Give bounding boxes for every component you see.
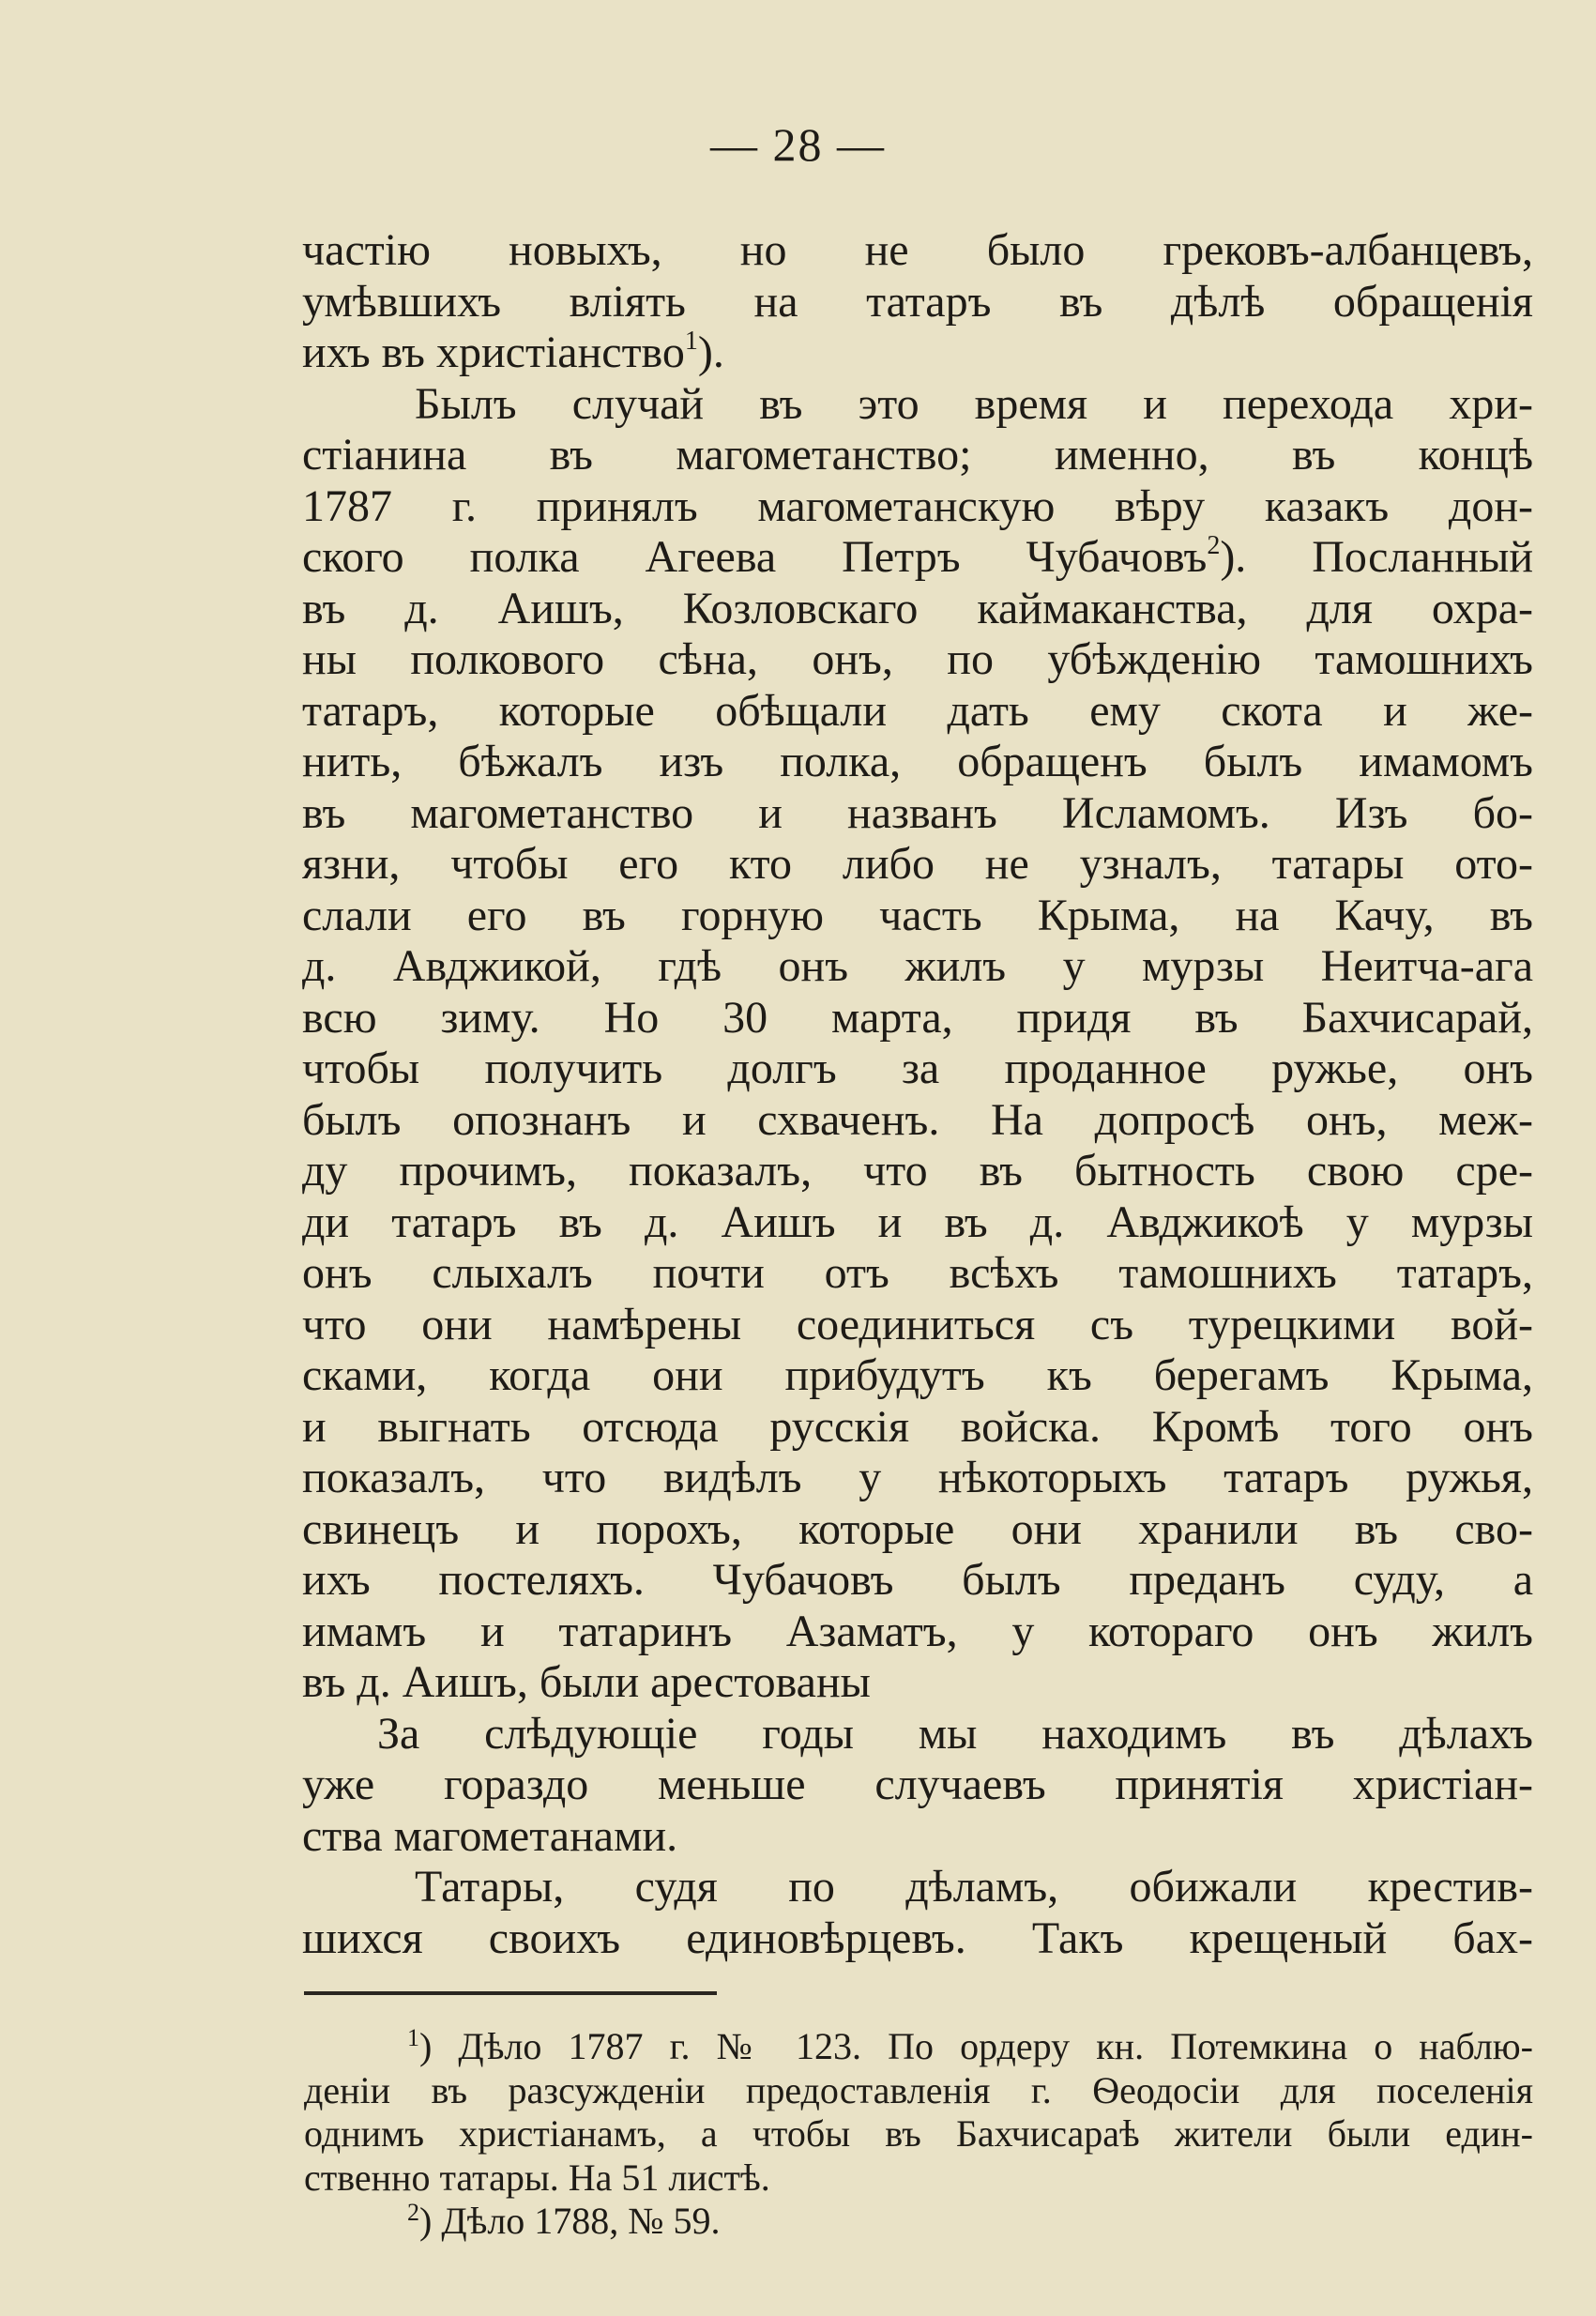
text-line: [302, 788, 1533, 840]
footnote-marker: 2: [407, 2199, 419, 2226]
footnote-text: деніи въ разсужденіи предоставленія г. Ѳеодосіи для поселенія: [304, 2068, 1533, 2111]
text-line-content: Былъ случай въ это время и перехода хри-: [415, 378, 1533, 429]
text-line-content: чтобы получить долгъ за проданное ружье, онъ: [302, 1044, 1533, 1093]
text-line-content: ского полка Агеева Петръ Чубачовъ: [302, 532, 1208, 582]
text-line-content: имамъ и татаринъ Азаматъ, у котораго онъ жилъ: [302, 1606, 1533, 1656]
footnote-line: [304, 2200, 1533, 2244]
footnote-line: [304, 2069, 1533, 2113]
text-line-tail: ).: [697, 328, 724, 377]
text-line-content: всю зиму. Но 30 марта, придя въ Бахчисарай,: [302, 992, 1533, 1043]
footnote-line: [304, 2112, 1533, 2156]
text-line-content: ны полкового сѣна, онъ, по убѣжденію тамошнихъ: [302, 634, 1533, 684]
text-line-content: ства магометанами.: [302, 1810, 678, 1861]
text-line-content: онъ слыхалъ почти отъ всѣхъ тамошнихъ татаръ,: [302, 1248, 1533, 1298]
text-line: [302, 379, 1533, 431]
text-line: [302, 891, 1533, 942]
text-line-tail: ). Посланный: [1220, 532, 1534, 582]
text-line: [302, 584, 1533, 635]
text-line-content: 1787 г. принялъ магометанскую вѣру казакъ дон-: [302, 480, 1533, 531]
footnote-line: [304, 2025, 1533, 2069]
text-line-content: язни, чтобы его кто либо не узналъ, татары ото-: [302, 839, 1533, 889]
text-line-content: нить, бѣжалъ изъ полка, обращенъ былъ имамомъ: [302, 737, 1533, 786]
text-line-content: показалъ, что видѣлъ у нѣкоторыхъ татаръ ружья,: [302, 1453, 1533, 1502]
text-line: [302, 1760, 1533, 1811]
footnote-reference: 1: [684, 327, 698, 356]
text-line: [302, 634, 1533, 686]
text-line: [302, 686, 1533, 738]
footnotes: [304, 2025, 1533, 2244]
text-line: [302, 1248, 1533, 1300]
text-line: [302, 1300, 1533, 1351]
text-line: [302, 1504, 1533, 1556]
text-line: [302, 430, 1533, 481]
footnote-line: [304, 2156, 1533, 2201]
text-line: [302, 1811, 1533, 1863]
text-line-content: свинецъ и порохъ, которые они хранили въ сво-: [302, 1503, 1533, 1554]
text-line-content: ихъ въ христіанство: [302, 328, 685, 377]
text-line: [302, 1350, 1533, 1402]
text-line: [302, 1146, 1533, 1197]
footnote-reference: 2: [1207, 531, 1221, 560]
text-line: [302, 481, 1533, 533]
text-line-content: былъ опознанъ и схваченъ. На допросѣ онъ, меж-: [302, 1094, 1533, 1145]
text-line: [302, 737, 1533, 788]
text-line: [302, 1453, 1533, 1504]
text-line-content: За слѣдующіе годы мы находимъ въ дѣлахъ: [377, 1708, 1533, 1759]
text-line: [302, 532, 1533, 584]
text-line: [302, 1197, 1533, 1249]
footnote-text: однимъ христіанамъ, а чтобы въ Бахчисараѣ жители были един-: [304, 2112, 1533, 2155]
text-line: [302, 1657, 1533, 1709]
footnote-divider: [304, 1991, 717, 1995]
text-line-content: уже гораздо меньше случаевъ принятія христіан-: [302, 1760, 1533, 1809]
text-line: [302, 1402, 1533, 1454]
text-line-content: въ магометанство и названъ Исламомъ. Изъ бо-: [302, 787, 1533, 838]
text-line-content: ду прочимъ, показалъ, что въ бытность свою сре-: [302, 1146, 1533, 1196]
text-line-content: ди татаръ въ д. Аишъ и въ д. Авджикоѣ у мурзы: [302, 1196, 1533, 1247]
text-line: [302, 225, 1533, 277]
text-line: [302, 1555, 1533, 1607]
text-line-content: частію новыхъ, но не было грековъ-албанцевъ,: [302, 225, 1533, 275]
footnote-marker: 1: [407, 2024, 419, 2051]
text-line-content: ихъ постеляхъ. Чубачовъ былъ преданъ суду, а: [302, 1555, 1533, 1605]
text-line-content: въ д. Аишъ, Козловскаго каймаканства, для охра-: [302, 583, 1533, 633]
text-line: [302, 277, 1533, 328]
text-line: [302, 1095, 1533, 1147]
text-line-content: что они намѣрены соединиться съ турецкими вой-: [302, 1299, 1533, 1349]
text-line: [302, 1862, 1533, 1913]
footnote-text: ) Дѣло 1788, № 59.: [419, 2200, 721, 2242]
text-line-content: Татары, судя по дѣламъ, обижали крестив-: [415, 1862, 1533, 1912]
page-number: — 28 —: [710, 118, 886, 171]
text-line: [302, 1607, 1533, 1658]
text-line-content: сками, когда они прибудутъ къ берегамъ Крыма,: [302, 1350, 1533, 1400]
text-line: [302, 839, 1533, 891]
text-line: [302, 1913, 1533, 1965]
main-text: [302, 225, 1533, 1964]
text-line-content: шихся своихъ единовѣрцевъ. Такъ крещеный бах-: [302, 1912, 1533, 1963]
text-line-content: стіанина въ магометанство; именно, въ концѣ: [302, 430, 1533, 480]
text-line: [302, 941, 1533, 993]
footnote-text: ) Дѣло 1787 г. № 123. По ордеру кн. Потемкина о наблю-: [419, 2025, 1533, 2067]
text-line-content: татаръ, которые обѣщали дать ему скота и же-: [302, 685, 1533, 736]
text-line: [302, 1044, 1533, 1095]
text-line-content: въ д. Аишъ, были арестованы: [302, 1657, 871, 1707]
text-line: [302, 1709, 1533, 1760]
text-line-content: слали его въ горную часть Крыма, на Качу, въ: [302, 890, 1533, 940]
text-line: [302, 993, 1533, 1044]
text-line-content: и выгнать отсюда русскія войска. Кромѣ того онъ: [302, 1401, 1533, 1452]
text-line: [302, 328, 1533, 379]
text-line-content: умѣвшихъ вліять на татаръ въ дѣлѣ обращенія: [302, 276, 1533, 327]
text-line-content: д. Авджикой, гдѣ онъ жилъ у мурзы Неитча-ага: [302, 941, 1533, 991]
footnote-text: ственно татары. На 51 листѣ.: [304, 2156, 770, 2199]
